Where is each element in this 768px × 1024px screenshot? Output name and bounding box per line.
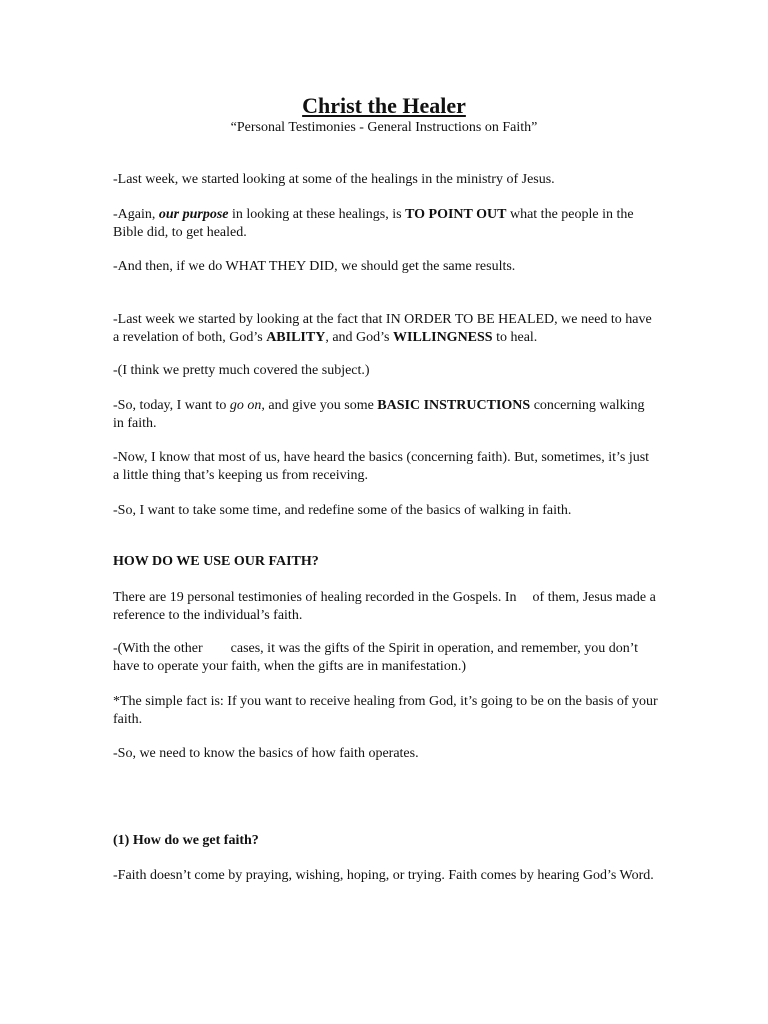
paragraph-heard-the-basics: -Now, I know that most of us, have heard the basics (concerning faith). But, sometimes, it’s just a little thing that’s keeping us from receiving. <box>113 450 650 483</box>
paragraph-19-testimonies <box>113 589 658 624</box>
emphasis-our-purpose: our purpose <box>158 207 229 222</box>
text-run: -(With the other <box>113 641 203 656</box>
text-run: in looking at these healings, is <box>228 207 406 222</box>
text-run: , and God’s <box>325 329 393 345</box>
emphasis-ability: ABILITY <box>266 329 326 345</box>
paragraph-other-cases <box>113 640 658 675</box>
paragraph-basic-instructions <box>113 397 658 432</box>
text-run: concerning walking in faith. <box>113 398 645 431</box>
paragraph-covered-subject: -(I think we pretty much covered the subject.) <box>113 363 370 378</box>
paragraph-faith-comes-by-hearing: -Faith doesn’t come by praying, wishing, hoping, or trying. Faith comes by hearing God’s Word. <box>113 868 654 883</box>
paragraph-what-they-did: -And then, if we do WHAT THEY DID, we should get the same results. <box>113 259 516 274</box>
text-run: There are 19 personal testimonies of healing recorded in the Gospels. In <box>113 590 517 605</box>
paragraph-our-purpose <box>113 206 658 241</box>
document-subtitle: “Personal Testimonies - General Instructions on Faith” <box>230 120 538 135</box>
emphasis-willingness: WILLINGNESS <box>393 329 493 345</box>
emphasis-basic-instructions: BASIC INSTRUCTIONS <box>377 398 531 413</box>
section-heading-get-faith: (1) How do we get faith? <box>113 833 259 848</box>
document-title: Christ the Healer <box>302 93 466 118</box>
text-run: -So, today, I want to <box>113 398 230 413</box>
text-run: cases, it was the gifts of the Spirit in operation, and remember, you don’t have to operate your faith, when the gifts are in manifestation.) <box>113 641 639 674</box>
paragraph-simple-fact: *The simple fact is: If you want to receive healing from God, it’s going to be on the basis of your faith. <box>113 694 658 727</box>
paragraph-in-order-to-be-healed <box>113 311 658 346</box>
paragraph-last-week: -Last week, we started looking at some of the healings in the ministry of Jesus. <box>113 172 555 187</box>
text-run: of them, Jesus made a reference to the individual’s faith. <box>113 590 656 623</box>
paragraph-redefine-basics: -So, I want to take some time, and redefine some of the basics of walking in faith. <box>113 503 572 518</box>
section-heading-use-faith: HOW DO WE USE OUR FAITH? <box>113 554 319 569</box>
text-run: -Last week we started by looking at the fact that IN ORDER TO BE HEALED, we need to have a revelation of both, God’s <box>113 312 652 345</box>
emphasis-go-on: go on, <box>229 398 265 413</box>
text-run: -Again, <box>113 207 159 222</box>
emphasis-to-point-out: TO POINT OUT <box>405 207 507 222</box>
paragraph-faith-operates: -So, we need to know the basics of how faith operates. <box>113 746 419 761</box>
text-run: to heal. <box>492 329 538 345</box>
text-run: and give you some <box>264 398 378 413</box>
text-run: what the people in the Bible did, to get healed. <box>113 207 634 240</box>
